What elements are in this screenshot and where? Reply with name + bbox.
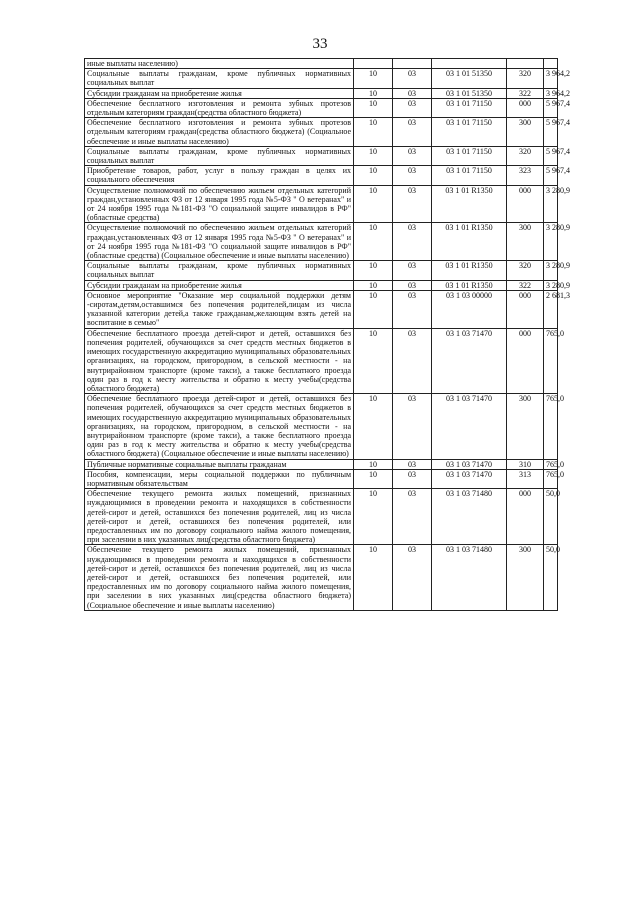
amount-cell: 5 967,4 [544,118,558,147]
expense-type-cell: 320 [507,69,544,88]
amount-cell: 3 964,2 [544,69,558,88]
expense-type-cell: 000 [507,489,544,545]
row-name-cell: иные выплаты населению) [85,59,354,69]
section-code-cell: 10 [354,459,393,469]
target-article-cell: 03 1 01 71150 [432,146,507,165]
row-name-cell: Социальные выплаты гражданам, кроме публичных нормативных социальных выплат [85,69,354,88]
table-row [85,166,558,185]
table-row [85,146,558,165]
table-row [85,88,558,98]
amount-cell: 3 280,9 [544,185,558,223]
subsection-code-cell: 03 [393,459,432,469]
table-row [85,489,558,545]
target-article-cell [432,59,507,69]
amount-cell: 765,0 [544,328,558,393]
row-name-cell: Обеспечение бесплатного изготовления и ремонта зубных протезов отдельным категориям граждан(средства областного бюджета) [85,98,354,117]
section-code-cell: 10 [354,185,393,223]
table-row [85,328,558,393]
amount-cell: 765,0 [544,394,558,459]
expense-type-cell: 000 [507,185,544,223]
subsection-code-cell: 03 [393,166,432,185]
target-article-cell: 03 1 01 51350 [432,69,507,88]
table-row [85,290,558,328]
row-name-cell: Приобретение товаров, работ, услуг в пользу граждан в целях их социального обеспечения [85,166,354,185]
subsection-code-cell: 03 [393,223,432,261]
expense-type-cell: 313 [507,469,544,488]
amount-cell: 5 967,4 [544,146,558,165]
section-code-cell: 10 [354,166,393,185]
subsection-code-cell: 03 [393,545,432,610]
section-code-cell: 10 [354,469,393,488]
row-name-cell: Обеспечение текущего ремонта жилых помещений, признанных нуждающимися в проведении ремонта и находящихся в собственности детей-сирот и детей, оставшихся без попечения родителей, лиц из числа детей-сирот и детей, оставшихся без попечения родителей, или предоставленных им по договору социального найма жилого помещения, при заселении в них указанных лиц(средства областного бюджета) (Социальное обеспечение и иные выплаты населению) [85,545,354,610]
page-number: 33 [312,36,328,52]
target-article-cell: 03 1 03 71480 [432,489,507,545]
row-name-cell: Обеспечение текущего ремонта жилых помещений, признанных нуждающимися в проведении ремонта и находящихся в собственности детей-сирот и детей, оставшихся без попечения родителей, лиц из числа детей-сирот и детей, оставшихся без попечения родителей, или предоставленных им по договору социального найма жилого помещения, при заселении в них указанных лиц(средства областного бюджета) [85,489,354,545]
subsection-code-cell: 03 [393,394,432,459]
expense-type-cell: 322 [507,280,544,290]
expense-type-cell: 322 [507,88,544,98]
row-name-cell: Обеспечение бесплатного изготовления и ремонта зубных протезов отдельным категориям граждан(средства областного бюджета) (Социальное обеспечение и иные выплаты населению) [85,118,354,147]
subsection-code-cell: 03 [393,489,432,545]
target-article-cell: 03 1 03 71470 [432,459,507,469]
row-name-cell: Субсидии гражданам на приобретение жилья [85,280,354,290]
table-row [85,261,558,280]
table-row [85,69,558,88]
expense-type-cell: 000 [507,328,544,393]
table-row [85,118,558,147]
subsection-code-cell: 03 [393,261,432,280]
target-article-cell: 03 1 01 R1350 [432,223,507,261]
amount-cell: 3 280,9 [544,280,558,290]
subsection-code-cell: 03 [393,185,432,223]
subsection-code-cell: 03 [393,69,432,88]
target-article-cell: 03 1 01 71150 [432,98,507,117]
table-row [85,459,558,469]
section-code-cell: 10 [354,545,393,610]
target-article-cell: 03 1 01 R1350 [432,261,507,280]
amount-cell: 765,0 [544,469,558,488]
amount-cell: 50,0 [544,489,558,545]
subsection-code-cell: 03 [393,290,432,328]
subsection-code-cell: 03 [393,98,432,117]
expense-type-cell: 000 [507,290,544,328]
section-code-cell: 10 [354,261,393,280]
amount-cell: 2 681,3 [544,290,558,328]
expense-type-cell: 300 [507,394,544,459]
row-name-cell: Публичные нормативные социальные выплаты гражданам [85,459,354,469]
section-code-cell: 10 [354,394,393,459]
expense-type-cell: 000 [507,98,544,117]
section-code-cell: 10 [354,98,393,117]
target-article-cell: 03 1 03 71470 [432,328,507,393]
budget-table-body [85,59,570,611]
table-row [85,394,558,459]
section-code-cell: 10 [354,118,393,147]
target-article-cell: 03 1 03 71470 [432,469,507,488]
amount-cell: 3 280,9 [544,223,558,261]
table-row [85,223,558,261]
subsection-code-cell: 03 [393,146,432,165]
target-article-cell: 03 1 01 71150 [432,166,507,185]
expense-type-cell: 300 [507,545,544,610]
row-name-cell: Обеспечение бесплатного проезда детей-сирот и детей, оставшихся без попечения родителей, обучающихся за счет средств местных бюджетов в имеющих государственную аккредитацию муниципальных образовательных организациях, на городском, пригородном, в сельской местности - на внутрирайонном транспорте (кроме такси), а также бесплатного проезда один раз в год к месту жительства и обратно к месту учебы(средства областного бюджета) [85,328,354,393]
subsection-code-cell: 03 [393,328,432,393]
row-name-cell: Социальные выплаты гражданам, кроме публичных нормативных социальных выплат [85,146,354,165]
expense-type-cell: 300 [507,223,544,261]
amount-cell: 5 967,4 [544,98,558,117]
table-row [85,545,558,610]
expense-type-cell: 320 [507,146,544,165]
row-name-cell: Осуществление полномочий по обеспечению жильем отдельных категорий граждан,установленных ФЗ от 12 января 1995 года №5-ФЗ " О ветеранах" и от 24 ноября 1995 года №181-ФЗ "О социальной защите инвалидов в РФ"(областные средства) (Социальное обеспечение и иные выплаты населению) [85,223,354,261]
amount-cell: 5 967,4 [544,166,558,185]
table-row [85,280,558,290]
expense-type-cell: 310 [507,459,544,469]
subsection-code-cell: 03 [393,469,432,488]
subsection-code-cell: 03 [393,88,432,98]
budget-table [84,58,570,611]
row-name-cell: Пособия, компенсации, меры социальной поддержки по публичным нормативным обязательствам [85,469,354,488]
amount-cell: 3 280,9 [544,261,558,280]
subsection-code-cell [393,59,432,69]
target-article-cell: 03 1 01 71150 [432,118,507,147]
target-article-cell: 03 1 03 71470 [432,394,507,459]
section-code-cell: 10 [354,88,393,98]
subsection-code-cell: 03 [393,118,432,147]
row-name-cell: Осуществление полномочий по обеспечению жильем отдельных категорий граждан,установленных ФЗ от 12 января 1995 года №5-ФЗ " О ветеранах" и от 24 ноября 1995 года №181-ФЗ "О социальной защите инвалидов в РФ"(областные средства) [85,185,354,223]
row-name-cell: Социальные выплаты гражданам, кроме публичных нормативных социальных выплат [85,261,354,280]
row-name-cell: Основное мероприятие "Оказание мер социальной поддержки детям -сиротам,детям,оставшимся без попечения родителей,лицам из числа указанной категории детей,а также гражданам,желающим взять детей на воспитание в семью" [85,290,354,328]
amount-cell [544,59,558,69]
target-article-cell: 03 1 01 R1350 [432,280,507,290]
amount-cell: 50,0 [544,545,558,610]
section-code-cell: 10 [354,290,393,328]
section-code-cell: 10 [354,69,393,88]
table-row [85,469,558,488]
amount-cell: 3 964,2 [544,88,558,98]
expense-type-cell: 300 [507,118,544,147]
row-name-cell: Субсидии гражданам на приобретение жилья [85,88,354,98]
table-row [85,98,558,117]
section-code-cell [354,59,393,69]
section-code-cell: 10 [354,280,393,290]
row-name-cell: Обеспечение бесплатного проезда детей-сирот и детей, оставшихся без попечения родителей, обучающихся за счет средств местных бюджетов в имеющих государственную аккредитацию муниципальных образовательных организациях, на городском, пригородном, в сельской местности - на внутрирайонном транспорте (кроме такси), а также бесплатного проезда один раз в год к месту жительства и обратно к месту учебы(средства областного бюджета) (Социальное обеспечение и иные выплаты населению) [85,394,354,459]
section-code-cell: 10 [354,223,393,261]
expense-type-cell: 320 [507,261,544,280]
expense-type-cell: 323 [507,166,544,185]
section-code-cell: 10 [354,146,393,165]
table-row [85,185,558,223]
target-article-cell: 03 1 03 00000 [432,290,507,328]
section-code-cell: 10 [354,328,393,393]
target-article-cell: 03 1 01 R1350 [432,185,507,223]
section-code-cell: 10 [354,489,393,545]
amount-cell: 765,0 [544,459,558,469]
table-row [85,59,558,69]
expense-type-cell [507,59,544,69]
target-article-cell: 03 1 01 51350 [432,88,507,98]
subsection-code-cell: 03 [393,280,432,290]
target-article-cell: 03 1 03 71480 [432,545,507,610]
